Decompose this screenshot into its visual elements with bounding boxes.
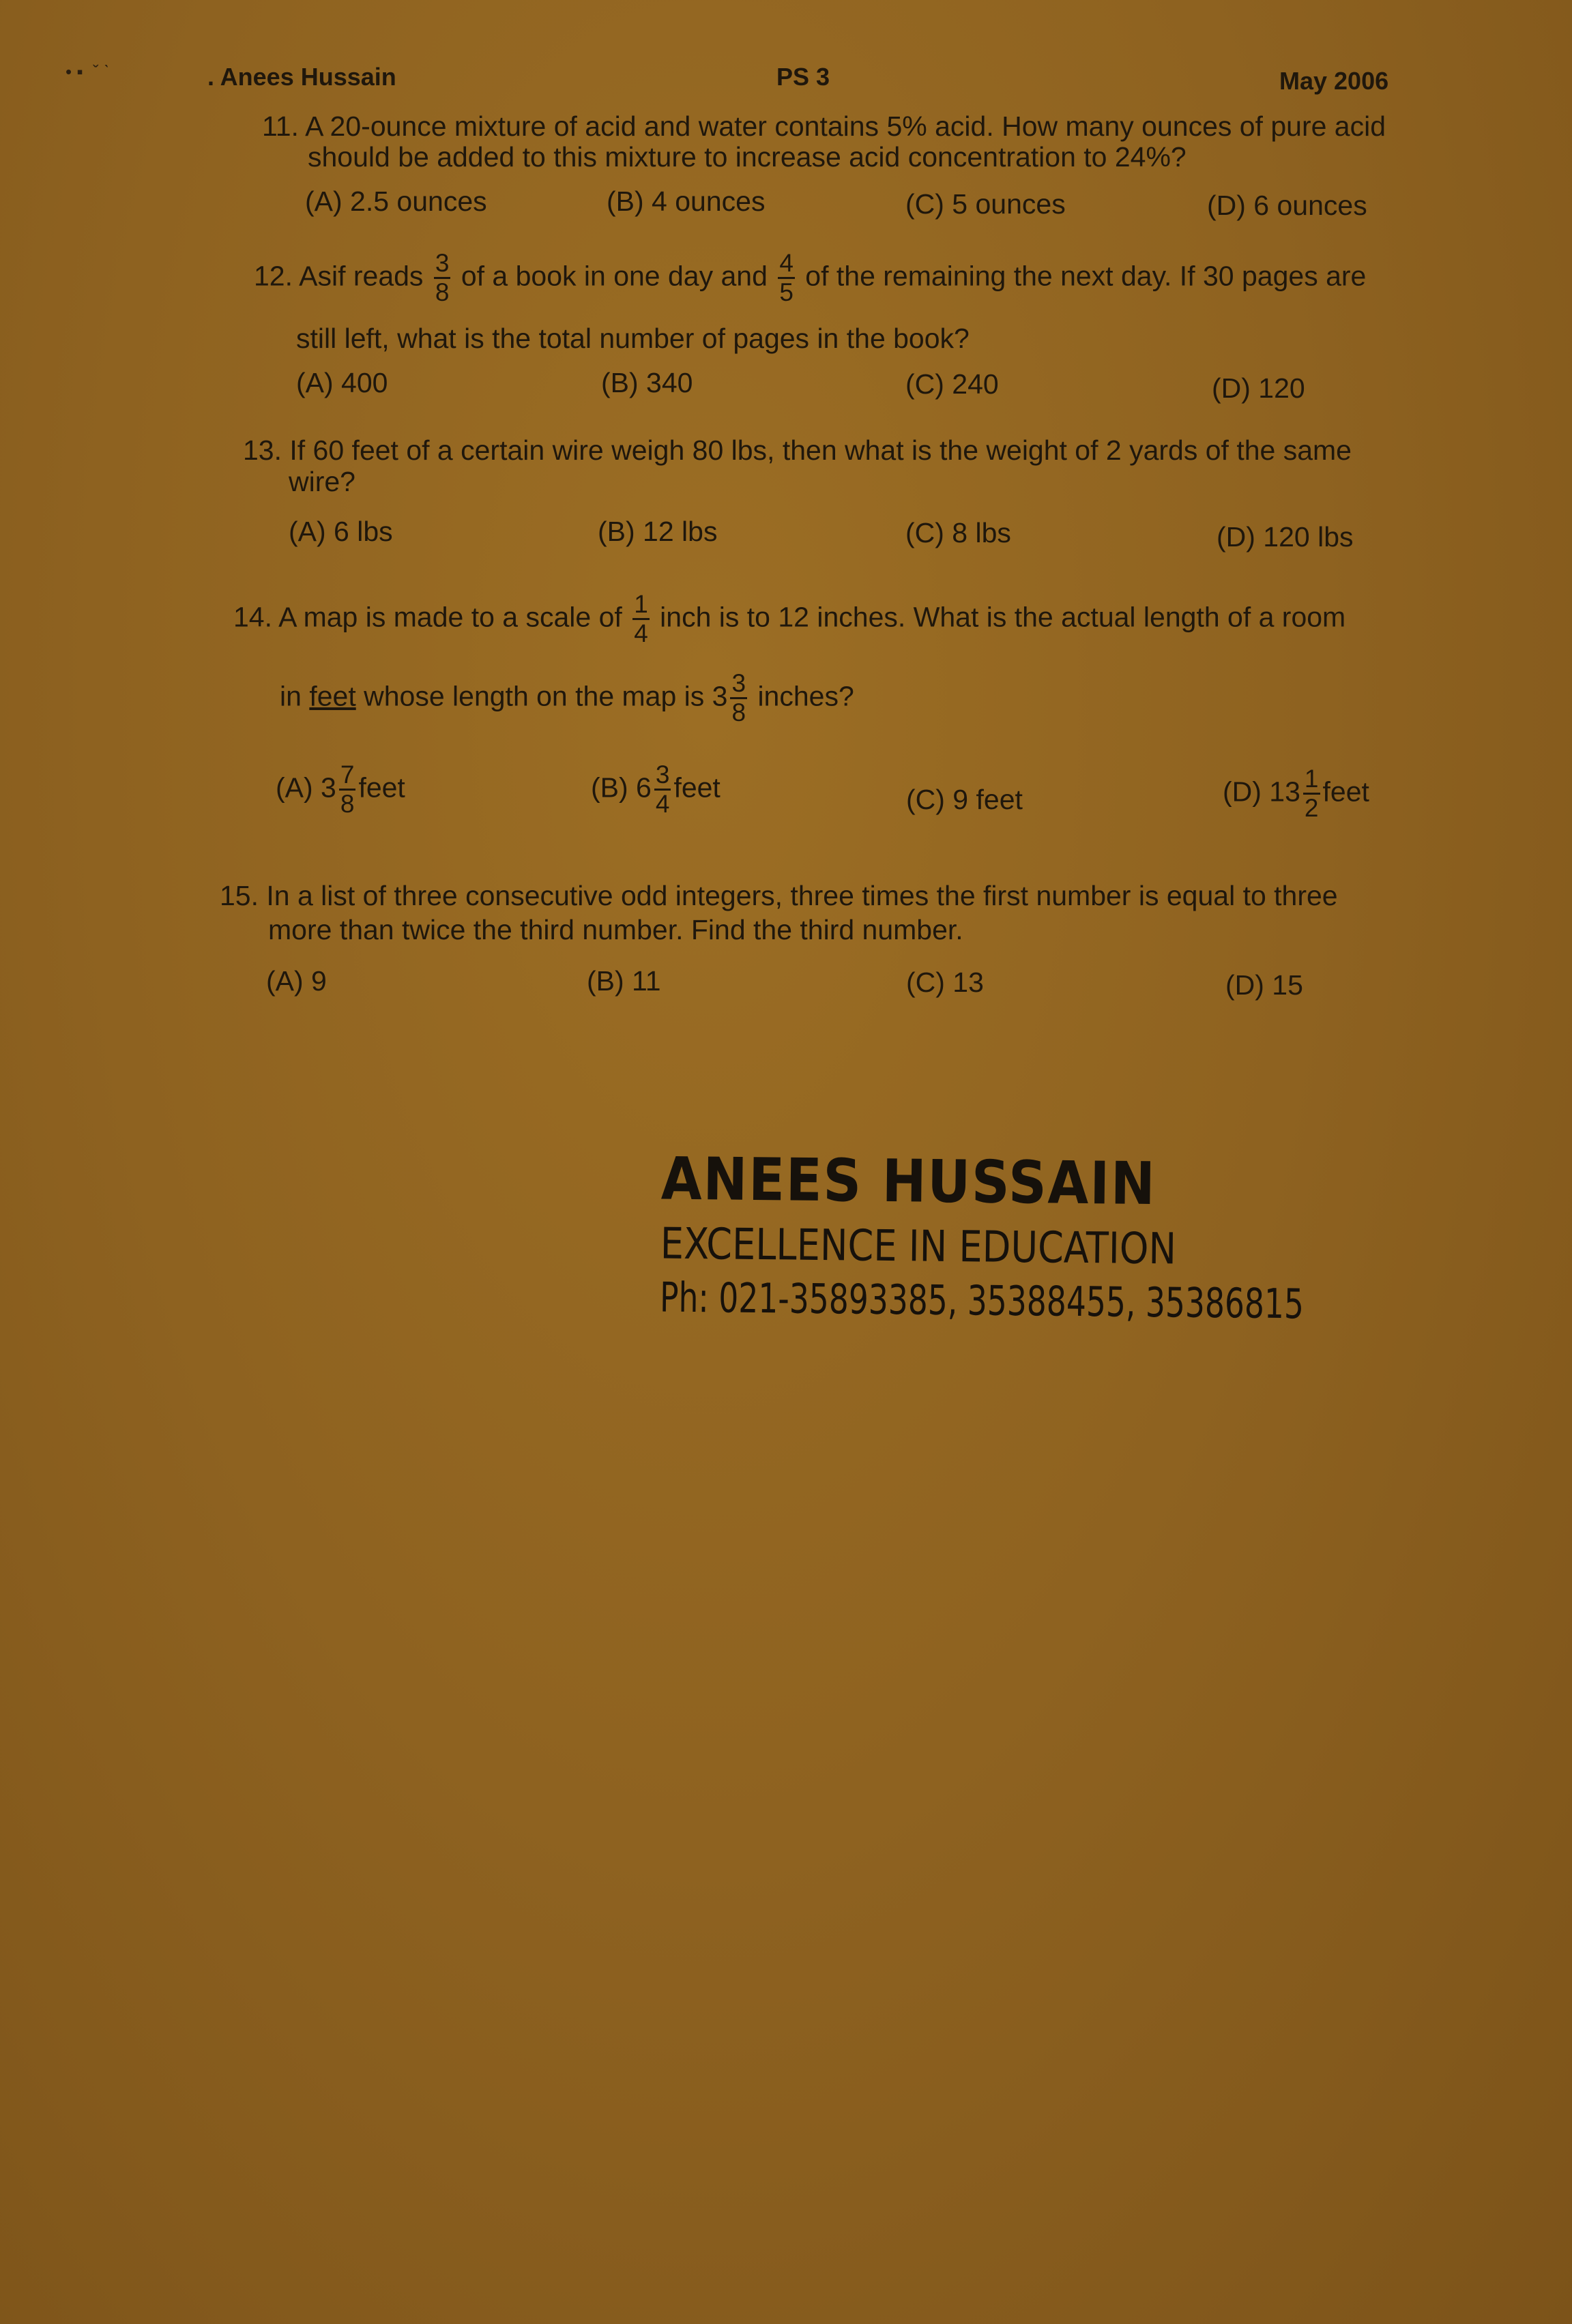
fraction-three-eighths: $\frac{3}{8}$ bbox=[731, 669, 746, 726]
q12-text-c: of the remaining the next day. If 30 pages are bbox=[805, 260, 1367, 292]
question-12-options bbox=[296, 367, 1456, 442]
question-12-line-2: still left, what is the total number of pages in the book? bbox=[296, 323, 970, 354]
option-d: (D) 6 ounces bbox=[1207, 190, 1367, 221]
option-c: (C) 13 bbox=[906, 967, 984, 998]
option-d: (D) 120 bbox=[1212, 372, 1305, 404]
q14-text-c: in bbox=[280, 680, 302, 712]
question-11-line-1: 11. A 20-ounce mixture of acid and water contains 5% acid. How many ounces of pure acid bbox=[262, 111, 1386, 142]
option-a: (A) 6 lbs bbox=[289, 516, 393, 547]
option-a: (A) 2.5 ounces bbox=[305, 186, 487, 217]
option-b: (B) 4 ounces bbox=[607, 186, 766, 217]
q14-text-a: 14. A map is made to a scale of bbox=[233, 601, 622, 633]
stamp-name: ANEES HUSSAIN bbox=[660, 1145, 1156, 1219]
institute-stamp bbox=[660, 1145, 1509, 1331]
option-c: (C) 5 ounces bbox=[905, 188, 1066, 220]
option-b: (B) 12 lbs bbox=[598, 516, 718, 547]
question-14-line-2 bbox=[280, 670, 854, 726]
header-date: May 2006 bbox=[1279, 67, 1389, 95]
q14-text-e: inches? bbox=[757, 680, 854, 712]
option-c: (C) 9 feet bbox=[906, 784, 1023, 815]
question-14-line-1 bbox=[233, 591, 1345, 647]
stamp-tagline: EXCELLENCE IN EDUCATION bbox=[660, 1218, 1177, 1274]
question-15-line-1: 15. In a list of three consecutive odd integers, three times the first number is equal to three bbox=[220, 880, 1338, 911]
option-b: (B) 6 $\frac{3}{4}$ feet bbox=[591, 761, 720, 818]
q12-text-a: 12. Asif reads bbox=[254, 260, 424, 292]
fraction-four-fifths: $\frac{4}{5}$ bbox=[779, 249, 794, 306]
question-13-line-2: wire? bbox=[289, 466, 355, 497]
option-a: (A) 9 bbox=[266, 965, 327, 997]
header-author: . Anees Hussain bbox=[207, 63, 396, 91]
question-13-options bbox=[289, 516, 1449, 591]
fraction-one-quarter: $\frac{1}{4}$ bbox=[634, 590, 648, 647]
question-11-line-2: should be added to this mixture to increase acid concentration to 24%? bbox=[308, 141, 1187, 173]
option-a: (A) 3 $\frac{7}{8}$ feet bbox=[276, 761, 405, 818]
option-c: (C) 8 lbs bbox=[905, 517, 1011, 548]
question-13-line-1: 13. If 60 feet of a certain wire weigh 80 lbs, then what is the weight of 2 yards of the same bbox=[243, 435, 1352, 466]
q14-text-b: inch is to 12 inches. What is the actual length of a room bbox=[660, 601, 1346, 633]
margin-specks: • ▪ ˇ ˋ bbox=[66, 61, 110, 82]
question-15-line-2: more than twice the third number. Find the third number. bbox=[268, 914, 963, 945]
stamp-phone: Ph: 021-35893385, 35388455, 35386815 bbox=[659, 1274, 1305, 1329]
option-a: (A) 400 bbox=[296, 367, 388, 398]
option-d: (D) 15 bbox=[1225, 969, 1303, 1001]
header-set: PS 3 bbox=[776, 63, 830, 91]
question-15-options bbox=[266, 965, 1426, 1040]
question-12-line-1 bbox=[254, 250, 1366, 306]
option-c: (C) 240 bbox=[905, 368, 999, 400]
q14-text-d: whose length on the map is 3 bbox=[364, 680, 728, 712]
fraction-three-eighths: $\frac{3}{8}$ bbox=[435, 249, 450, 306]
q12-text-b: of a book in one day and bbox=[461, 260, 768, 292]
option-d: (D) 13 $\frac{1}{2}$ feet bbox=[1223, 765, 1369, 822]
question-14-options bbox=[276, 761, 1449, 836]
option-d: (D) 120 lbs bbox=[1217, 521, 1354, 553]
q14-underlined-feet: feet bbox=[309, 680, 356, 712]
option-b: (B) 11 bbox=[587, 965, 661, 997]
option-b: (B) 340 bbox=[601, 367, 693, 398]
